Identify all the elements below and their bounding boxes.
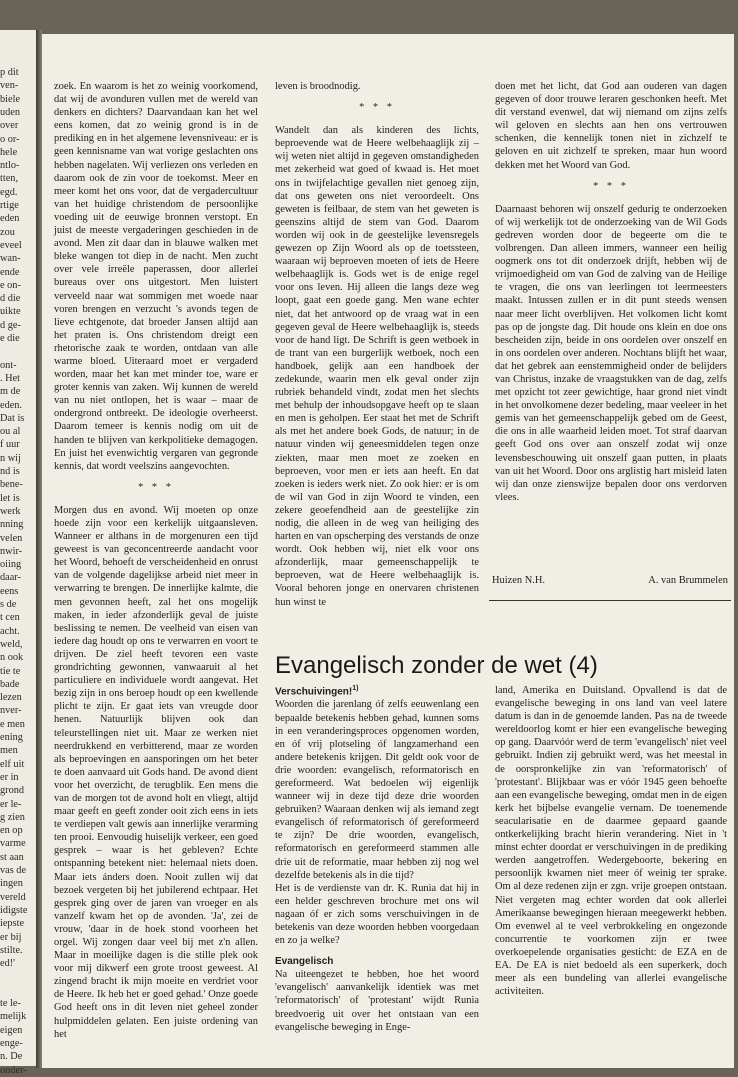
article-col1-text-2: Na uiteengezet te hebben, hoe het woord 'evangelisch' aanvankelijk identiek was met 'reformatorisch' of 'protestant' wijdt Runia breedvoerig uit over het ontstaan van een evangelische beweging in Enge- <box>275 969 479 1033</box>
fragment-line: velen <box>0 532 23 544</box>
col1-paragraph-2: Morgen dus en avond. Wij moeten op onze hoede zijn voor een kerkelijk uitgaansleven. Wanneer er althans in de morgenuren een tijd geweest is van geconcentreerde aandacht voor het Woord, behoeft de verscheidenheid en onrust van de volgende dagelijkse arbeid niet meer in verwarring te brengen. De innerlijke kalmte, die men gevonnen heeft, zal het ons mogelijk maken, in ieder afzonderlijk geval de juiste beslissing te nemen. De veelheid van eisen van iedere dag houdt op ons te verwarren en voort te drijven. De ziel heeft tevoren een vaste grondrichting gewonnen, vanwaaruit al het particuliere en individuele wordt aangevat. Het bezig zijn in ons beroep houdt op een kwellende plicht te zijn. Er gaat iets van vreugde door henen. Natuurlijk blijven ook dan teleurstellingen niet uit. Maar ze werken niet neerdrukkend en verbitterend, maar ze worden als beproevingen en aansporingen om het beter te doen aanvaard uit Gods hand. De avond dient voor het overzicht, de terugblik. Een mens die van de morgen tot de avond holt en vliegt, altijd maar geeft en geeft zonder ooit zich eens in iets te verdiepen valt gewis aan innerlijke verarming ten prooi. Eenvoudig huiselijk verkeer, een goed gesprek – waar is het gebleven? Echte ontspanning betekent niet: helemaal niets doen. Maar iets ánders doen. Nooit zullen wij dat bezoek vergeten bij het jubilerend echtpaar. Het gesprek ging over de jaren van vroeger en als vanzelf kwam het op de avonden. 'Ja', zei de vrouw, 'daar in de hoek stond voorheen het orgel. Wij zongen daar veel bij met z'n allen. Maar in moeilijke dagen is die stille plek ook voor mij dikwerf een grote troost geweest. Al zingend bracht ik mijn moeite en verdriet voor de Heere. Ik heb het er goed gehad.' Onze goede God heeft ons in dit leven niet geheel zonder hulpmiddelen gelaten. Een juiste ordening van het <box>54 504 258 1040</box>
fragment-line: men <box>0 745 18 757</box>
fragment-line: let is <box>0 492 20 504</box>
fragment-line: bene- <box>0 479 23 491</box>
fragment-line: over <box>0 120 19 132</box>
fragment-line: n. De <box>0 1051 23 1063</box>
fragment-line: varme <box>0 838 26 850</box>
fragment-line: o or- <box>0 133 20 145</box>
fragment-line: onder- <box>0 1064 27 1076</box>
col3-paragraph-2: Daarnaast behoren wij onszelf gedurig te onderzoeken of wij werkelijk tot de onderzoeking van de Wil Gods gedreven worden door de begeerte om die te volbrengen. Dan alleen immers, wanneer een heilig oogmerk ons tot dit onderzoek drijft, hebben wij de vrijmoedigheid om van God de zalving van de Heilige te vragen, die ons van leerlingen tot leermeesters maakt. Intussen zullen er in dit punt steeds wensen naar meer licht overblijven. Het volkomen licht komt pas op de jongste dag. Dit houde ons klein en doe ons bescheiden zijn, beide in ons oordelen over onszelf en in ons oordelen over anderen. Nochtans blijft het waar, dat het gebrek aan eenstemmigheid onder de belijders van Christus, inzake de vraagstukken van de dag, zelfs met opzicht tot zeer gewichtige, haar grond niet vindt in het onvolkomene dezer bedeling, maar veeleer in het gemis van het gemeenschappelijk gebed om de Geest, die ons in alle waarheid leiden moet. Tot straf daarvan geeft God ons over aan onszelf zodat wij onze levensbeschouwing uit onszelf gaan putten, in plaats van uit het Woord. Door ons arglistig hart misleid laten wij dan onze zienswijze bepalen door ons verdorven vlees. <box>495 203 727 503</box>
fragment-line: nwir- <box>0 545 23 557</box>
fragment-line: er le- <box>0 798 22 810</box>
fragment-line: eigen <box>0 1024 23 1036</box>
fragment-line: nver- <box>0 705 22 717</box>
fragment-line: . Het <box>0 372 21 384</box>
fragment-line: tie te <box>0 665 21 677</box>
fragment-line: eden <box>0 213 20 225</box>
col1-paragraph-1: zoek. En waarom is het zo weinig voorkomend, dat wij de avonduren vullen met de wereld van denkers en dichters? Daarvandaan kan het wel eens komen, dat zo weinig grond is in de prediking en in het algemene levensniveau: er is geen kennisname van wat vorige geslachten ons hebben nagelaten. Wij verliezen ons verleden en daarom ook de zin voor de toekomst. Meer en meer komt het ons voor, dat de vergadercultuur van het huidige christendom de persoonlijke voeding uit de eeuwige bronnen verstopt. En juist de meeste vergaderingen geschieden in de avond. Men zit daar dan in blauwe walken met bleke wangen tot diep in de nacht. Men zucht over vele irreële paperassen, door allerlei bureaus over ons uitgestort. Men luistert verveeld naar wat sommigen met woede naar voren brengen en verzucht 's avonds tegen de lieve echtgenote, dat broeder Jansen altijd aan het praten is. Ons christendom dreigt een rhetorische zaak te worden, ontdaan van alle warme bloed. Uiteraard moet er vergaderd worden, maar het kan met minder toe, ware er groter kennis van zaken. Wij kunnen de wereld van nu niet ontlopen, het is waar – maar de ondergrond ontbreekt. De ideologie overheerst. Daarom temeer is kennis nodig om uit de handen te blijven van kerkpolitieke demagogen. En juist het evenwichtig vergaren van gegronde kennis, dat wordt veelszins aangevochten. <box>54 81 258 472</box>
section-divider-stars: * * * <box>359 102 395 114</box>
fragment-line: ende <box>0 266 20 278</box>
fragment-line: hele <box>0 146 18 158</box>
previous-page-fragment <box>0 30 36 1076</box>
fragment-line: t cen <box>0 612 20 624</box>
fragment-line: werk <box>0 505 21 517</box>
footnote-marker: 1) <box>352 685 359 692</box>
fragment-line: bade <box>0 678 20 690</box>
main-page <box>42 34 734 1068</box>
fragment-line: zou <box>0 226 15 238</box>
fragment-line: m de <box>0 386 21 398</box>
fragment-line: n wij <box>0 452 21 464</box>
signature-line <box>492 575 728 586</box>
fragment-line: te le- <box>0 998 21 1009</box>
article-title: Evangelisch zonder de wet (4) <box>275 652 598 679</box>
signature-place: Huizen N.H. <box>492 575 546 586</box>
fragment-line: iepste <box>0 918 25 930</box>
horizontal-rule <box>489 600 731 601</box>
fragment-line: wan- <box>0 253 21 265</box>
col3-paragraph-1: doen met het licht, dat God aan ouderen van dagen gegeven of door trouwe leraren geschonken heeft. Met dit verstand evenwel, dat wij niemand om zijns zelfs wil geloven en slechts aan hen ons vertrouwen schenken, die kennelijk tonen niet in zichzelf te geloven en uit zichzelf te spreken, maar hun woord dekken met het Woord van God. <box>495 81 727 171</box>
fragment-line: grond <box>0 785 25 797</box>
fragment-line: d ge- <box>0 319 21 331</box>
fragment-line: e on- <box>0 279 21 291</box>
fragment-line: st aan <box>0 851 24 863</box>
fragment-line: ont- <box>0 359 17 371</box>
fragment-line: tten, <box>0 173 19 185</box>
fragment-line: ingen <box>0 878 23 890</box>
article-column-2 <box>495 684 727 998</box>
fragment-line: e men <box>0 718 25 730</box>
column-1 <box>54 80 258 1041</box>
fragment-line: er in <box>0 771 19 783</box>
fragment-line: ed!' <box>0 958 16 970</box>
fragment-line: eden. <box>0 399 23 411</box>
fragment-line: n ook <box>0 652 24 664</box>
col2-paragraph-2: Wandelt dan als kinderen des lichts, beproevende wat de Heere welbehaaglijk zij – wij weten niet altijd in gegeven omstandigheden met zekerheid wat goed of kwaad is. Het moet ons in twijfelachtige gevallen niet genoeg zijn, dat ons geweten ons niet veroordeelt. Ons geweten is feilbaar, de stem van het geweten is geenszins altijd de stem van God. Daarom worden wij ook in de geestelijke levensregels gewezen op Zijn Woord als op de toetssteen, waaraan wij beproeven moeten of iets de Heere welbehaaglijk is. Gods wet is de enige regel voor ons leven. Hij alleen die langs deze weg loopt, gaat een goede gang. Men wane echter niet, dat het antwoord op de vraag wat in een gegeven geval de Heere welbehaaglijk is, steeds voor de hand ligt. De Schrift is geen wetboek in de trant van een burgerlijk wetboek, noch een handboek, gelijk aan een handboek der zedekunde, waarin men elk geval onder zijn rubriek behandeld vindt, zodat men het slechts met behulp der inhoudsopgave heeft op te slaan en men is geholpen. Eer staat het met de Schrift als met het andere boek Gods, de natuur; in de natuur vinden wij geneesmiddelen tegen onze ziekten, maar men moet ze zoeken en beproeven, voor men er iets aan heeft. En dat zoeken is ieders werk niet. Zo ook hier: er is om de wil van God in zijn Woord te vinden, een zekere geoefendheid aan de geestelijke zin nodig, die alleen in de weg van heiliging des harten en van opscherping des verstands de onze wordt. Ook hebben wij, niet elk voor ons afzonderlijk, maar gemeenschappelijk te beproeven, wat de Heere welbehaaglijk is. Vooral behoren jonge en onervaren christenen hun winst te <box>275 125 479 608</box>
fragment-line: ening <box>0 732 23 743</box>
signature-author: A. van Brummelen <box>648 575 728 586</box>
article-col1-text: Woorden die jarenlang óf zelfs eeuwenlang een bepaalde betekenis hebben gehad, kunnen soms in een veranderingsproces opgenomen worden, en óf vrij plotseling óf langzamerhand een andere betekenis krijgen. Dit geldt ook voor de drie woorden: evangelisch, reformatorisch en gereformeerd. Wat bedoelen wij eigenlijk wanneer wij in deze tijd deze drie woorden gebruiken? Waaraan denken wij als iemand zegt evangelisch óf reformatorisch óf gereformeerd te zijn? De drie woorden, evangelisch, reformatorisch en gereformeerd stammen alle drie uit de reformatie, maar hebben zij nog wel dezelfde betekenis als in die tijd? Het is de verdienste van dr. K. Runia dat hij in een helder geschreven brochure met ons wil nagaan óf er zich soms verschuivingen in de betekenis van deze woorden hebben voorgedaan en zo ja welke? <box>275 699 479 947</box>
fragment-line: ven- <box>0 80 19 92</box>
fragment-line: vereld <box>0 891 26 903</box>
fragment-line: weld, <box>0 638 23 650</box>
fragment-line: biele <box>0 93 21 105</box>
fragment-line: lezen <box>0 692 22 704</box>
fragment-line: uden <box>0 106 21 118</box>
column-2 <box>275 80 479 609</box>
fragment-line: elf uit <box>0 758 25 770</box>
fragment-line: p dit <box>0 67 19 78</box>
fragment-line: er bij <box>0 931 22 943</box>
fragment-line: idigste <box>0 904 28 916</box>
article-subhead-evangelisch: Evangelisch <box>275 956 334 968</box>
fragment-line: vas de <box>0 865 27 876</box>
fragment-line: nd is <box>0 466 20 477</box>
fragment-line: melijk <box>0 1011 27 1023</box>
section-divider-stars: * * * <box>593 180 629 192</box>
fragment-line: d die <box>0 293 21 305</box>
fragment-line: eens <box>0 585 19 597</box>
fragment-line: acht. <box>0 625 20 637</box>
fragment-line: egd. <box>0 186 18 198</box>
article-subhead: Verschuivingen!$^{1)}$ <box>275 685 359 698</box>
fragment-line: e die <box>0 333 20 344</box>
section-divider-stars: * * * <box>138 481 174 493</box>
fragment-line: oiing <box>0 559 22 571</box>
fragment-line: uikte <box>0 306 21 318</box>
fragment-line: enge- <box>0 1037 23 1049</box>
fragment-line: nning <box>0 519 24 531</box>
fragment-line: s de <box>0 599 17 610</box>
fragment-line: stilte. <box>0 944 23 956</box>
fragment-line: rtige <box>0 200 19 211</box>
fragment-line: ou al <box>0 426 21 438</box>
col2-paragraph-1: leven is broodnodig. <box>275 81 361 92</box>
article-column-1 <box>275 682 479 1034</box>
fragment-line: Dat is <box>0 412 25 424</box>
fragment-line: f uur <box>0 439 20 451</box>
fragment-line: en op <box>0 825 23 837</box>
fragment-line: g zien <box>0 811 25 823</box>
fragment-line: ntlo- <box>0 160 20 172</box>
article-col2-text: land, Amerika en Duitsland. Opvallend is dat de evangelische beweging in ons land van veel latere datum is dan in de genoemde landen. Pas na de tweede wereldoorlog komt er hier een evangelische beweging op gang. Daarvóór werd de term 'evangelisch' niet veel gebruikt. Indien zij gebruikt werd, was het meestal in de oorspronkelijke zin van 'reformatorisch' of 'protestant'. Blijkbaar was er vóór 1945 geen behoefte aan een evangelische beweging, omdat men in de eigen kerk het bijbelse evangelie vernam. De toenemende seacularisatie en de daarmee gepaard gaande ontkerkelijking bracht hierin verandering. Niet in 't minst echter doordat er verschuivingen in de prediking werden aangetroffen. Wedergeboorte, bekering en persoonlijk kwamen niet meer óf weinig ter sprake. Om al deze redenen zijn er zgn. vrije groepen ontstaan. Niet vergeten mag echter worden dat ook allerlei Amerikaanse bewegingen hieraan meegewerkt hebben. Om evenwel al te veel verbrokkeling en ongezonde concurrentie te voorkomen zijn er twee overkoepelende organisaties gesticht: de EZA en de EA. De EA is niet bedoeld als een superkerk, doch meer als een bundeling van allerlei evangelische activiteiten. <box>495 685 727 998</box>
fragment-line: eveel <box>0 239 22 251</box>
fragment-line: daar- <box>0 572 21 584</box>
column-3 <box>495 80 727 504</box>
